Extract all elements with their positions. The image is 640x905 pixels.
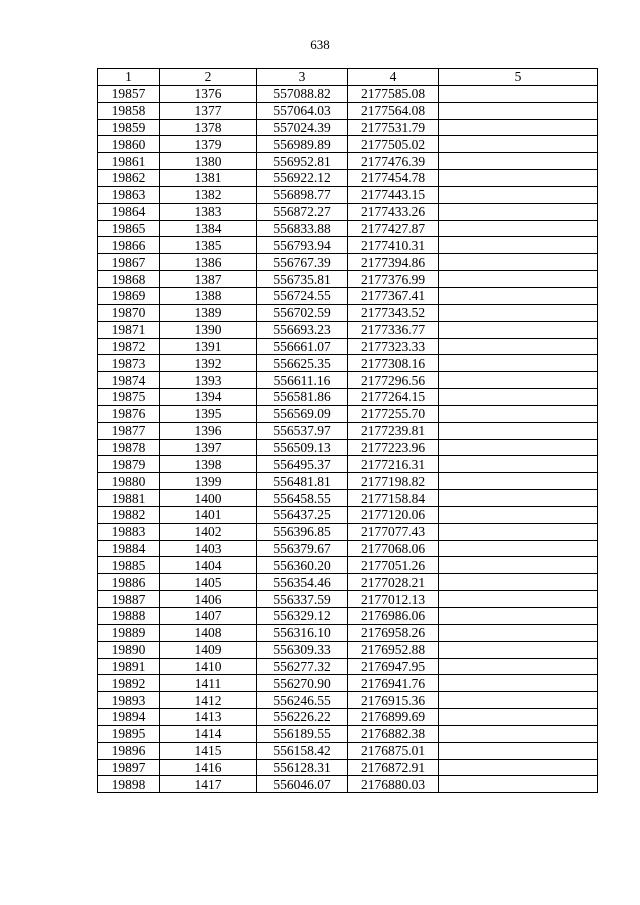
table-cell: 1386	[160, 254, 257, 271]
table-cell: 557024.39	[257, 119, 348, 136]
table-cell: 2177051.26	[348, 557, 439, 574]
table-cell: 1400	[160, 490, 257, 507]
table-cell: 19896	[98, 742, 160, 759]
table-row	[98, 523, 598, 540]
table-cell: 556537.97	[257, 422, 348, 439]
table-row	[98, 624, 598, 641]
table-cell: 556898.77	[257, 186, 348, 203]
table-cell: 19891	[98, 658, 160, 675]
table-cell	[439, 692, 598, 709]
table-cell	[439, 490, 598, 507]
table-row	[98, 254, 598, 271]
table-row	[98, 591, 598, 608]
table-cell: 1378	[160, 119, 257, 136]
table-row	[98, 692, 598, 709]
table-cell: 2177068.06	[348, 540, 439, 557]
table-cell: 19874	[98, 372, 160, 389]
table-cell: 2177028.21	[348, 574, 439, 591]
table-cell: 19898	[98, 776, 160, 793]
table-row	[98, 220, 598, 237]
table-cell: 556309.33	[257, 641, 348, 658]
table-cell: 2177394.86	[348, 254, 439, 271]
table-cell: 19859	[98, 119, 160, 136]
table-cell: 2176880.03	[348, 776, 439, 793]
table-cell: 19887	[98, 591, 160, 608]
table-row	[98, 321, 598, 338]
table-cell	[439, 759, 598, 776]
table-row	[98, 203, 598, 220]
table-cell: 19867	[98, 254, 160, 271]
table-cell: 556437.25	[257, 506, 348, 523]
table-cell: 2177564.08	[348, 102, 439, 119]
table-cell	[439, 624, 598, 641]
table-cell: 556189.55	[257, 725, 348, 742]
table-cell: 1382	[160, 186, 257, 203]
table-cell: 556702.59	[257, 304, 348, 321]
table-cell: 2176947.95	[348, 658, 439, 675]
table-row	[98, 759, 598, 776]
table-cell: 19890	[98, 641, 160, 658]
table-cell: 1376	[160, 85, 257, 102]
table-cell: 19861	[98, 153, 160, 170]
table-cell: 556952.81	[257, 153, 348, 170]
table-cell: 1416	[160, 759, 257, 776]
table-cell: 19875	[98, 389, 160, 406]
table-cell: 2177120.06	[348, 506, 439, 523]
table-row	[98, 473, 598, 490]
table-cell: 2177410.31	[348, 237, 439, 254]
table-row	[98, 574, 598, 591]
table-cell: 2177427.87	[348, 220, 439, 237]
table-cell: 1381	[160, 170, 257, 187]
table-row	[98, 490, 598, 507]
column-header: 5	[439, 69, 598, 86]
table-cell: 2177223.96	[348, 439, 439, 456]
table-cell: 556360.20	[257, 557, 348, 574]
table-cell	[439, 506, 598, 523]
table-cell: 1397	[160, 439, 257, 456]
table-row	[98, 136, 598, 153]
table-cell: 556569.09	[257, 405, 348, 422]
table-row	[98, 355, 598, 372]
table-cell: 1412	[160, 692, 257, 709]
table-cell: 1393	[160, 372, 257, 389]
table-cell: 556872.27	[257, 203, 348, 220]
table-cell: 1409	[160, 641, 257, 658]
table-cell: 19862	[98, 170, 160, 187]
table-row	[98, 540, 598, 557]
column-header: 1	[98, 69, 160, 86]
table-cell: 19889	[98, 624, 160, 641]
table-cell: 19865	[98, 220, 160, 237]
table-cell: 2176915.36	[348, 692, 439, 709]
table-cell: 2177264.15	[348, 389, 439, 406]
table-cell	[439, 389, 598, 406]
table-row	[98, 709, 598, 726]
table-row	[98, 557, 598, 574]
table-cell: 19897	[98, 759, 160, 776]
table-cell: 2177433.26	[348, 203, 439, 220]
table-cell	[439, 540, 598, 557]
table-cell: 2177343.52	[348, 304, 439, 321]
table-cell: 556724.55	[257, 287, 348, 304]
table-body	[98, 85, 598, 792]
table-row	[98, 287, 598, 304]
table-row	[98, 186, 598, 203]
table-row	[98, 119, 598, 136]
table-cell: 2176941.76	[348, 675, 439, 692]
table-cell	[439, 254, 598, 271]
table-cell: 2177323.33	[348, 338, 439, 355]
table-cell: 557064.03	[257, 102, 348, 119]
table-cell: 556246.55	[257, 692, 348, 709]
table-cell: 2176952.88	[348, 641, 439, 658]
table-cell: 2176899.69	[348, 709, 439, 726]
table-cell: 2177296.56	[348, 372, 439, 389]
table-cell: 1405	[160, 574, 257, 591]
table-row	[98, 102, 598, 119]
table-cell: 556316.10	[257, 624, 348, 641]
table-cell: 1407	[160, 608, 257, 625]
table-cell: 556922.12	[257, 170, 348, 187]
table-cell: 556046.07	[257, 776, 348, 793]
table-cell: 1404	[160, 557, 257, 574]
table-cell: 1399	[160, 473, 257, 490]
table-cell: 556128.31	[257, 759, 348, 776]
table-cell: 2177255.70	[348, 405, 439, 422]
table-cell	[439, 170, 598, 187]
table-cell: 19868	[98, 271, 160, 288]
table-cell: 556396.85	[257, 523, 348, 540]
table-cell: 1406	[160, 591, 257, 608]
table-cell: 19886	[98, 574, 160, 591]
table-cell: 556337.59	[257, 591, 348, 608]
table-cell	[439, 591, 598, 608]
table-cell: 2177531.79	[348, 119, 439, 136]
table-cell: 1383	[160, 203, 257, 220]
table-cell: 19858	[98, 102, 160, 119]
table-row	[98, 776, 598, 793]
table-row	[98, 271, 598, 288]
table-cell: 556481.81	[257, 473, 348, 490]
table-cell: 2177443.15	[348, 186, 439, 203]
table-cell: 1413	[160, 709, 257, 726]
table-cell	[439, 473, 598, 490]
table-cell	[439, 304, 598, 321]
table-cell	[439, 405, 598, 422]
table-cell: 2177216.31	[348, 456, 439, 473]
table-cell: 19863	[98, 186, 160, 203]
table-cell	[439, 338, 598, 355]
table-cell: 19878	[98, 439, 160, 456]
table-cell: 556833.88	[257, 220, 348, 237]
table-cell: 19882	[98, 506, 160, 523]
table-cell	[439, 136, 598, 153]
table-row	[98, 439, 598, 456]
table-row	[98, 658, 598, 675]
table-cell: 1417	[160, 776, 257, 793]
table-cell: 2177077.43	[348, 523, 439, 540]
table-cell	[439, 725, 598, 742]
table-cell: 1398	[160, 456, 257, 473]
table-cell: 2176875.01	[348, 742, 439, 759]
table-cell: 556625.35	[257, 355, 348, 372]
table-row	[98, 85, 598, 102]
table-cell: 556158.42	[257, 742, 348, 759]
table-cell: 556277.32	[257, 658, 348, 675]
table-cell	[439, 321, 598, 338]
table-cell: 1388	[160, 287, 257, 304]
table-cell: 2177012.13	[348, 591, 439, 608]
table-cell	[439, 237, 598, 254]
table-cell	[439, 186, 598, 203]
table-cell: 556793.94	[257, 237, 348, 254]
table-cell: 19860	[98, 136, 160, 153]
table-cell	[439, 557, 598, 574]
table-row	[98, 608, 598, 625]
table-cell: 2177505.02	[348, 136, 439, 153]
table-row	[98, 675, 598, 692]
table-row	[98, 372, 598, 389]
table-cell: 556226.22	[257, 709, 348, 726]
table-row	[98, 153, 598, 170]
table-cell: 556989.89	[257, 136, 348, 153]
table-cell: 556379.67	[257, 540, 348, 557]
table-cell: 556767.39	[257, 254, 348, 271]
table-cell: 556509.13	[257, 439, 348, 456]
table-cell: 19877	[98, 422, 160, 439]
table-row	[98, 405, 598, 422]
table-cell	[439, 119, 598, 136]
table-cell: 19894	[98, 709, 160, 726]
table-cell	[439, 85, 598, 102]
table-cell: 1389	[160, 304, 257, 321]
table-cell	[439, 742, 598, 759]
table-cell	[439, 776, 598, 793]
table-cell: 556693.23	[257, 321, 348, 338]
table-row	[98, 389, 598, 406]
table-cell	[439, 574, 598, 591]
table-cell	[439, 523, 598, 540]
column-header: 3	[257, 69, 348, 86]
table-cell: 2176958.26	[348, 624, 439, 641]
table-cell: 1379	[160, 136, 257, 153]
table-cell: 2177585.08	[348, 85, 439, 102]
table-cell: 1396	[160, 422, 257, 439]
table-cell	[439, 203, 598, 220]
table-cell: 19866	[98, 237, 160, 254]
column-header: 2	[160, 69, 257, 86]
table-cell: 19873	[98, 355, 160, 372]
table-cell	[439, 658, 598, 675]
table-cell: 557088.82	[257, 85, 348, 102]
table-cell	[439, 709, 598, 726]
table-cell: 556354.46	[257, 574, 348, 591]
table-row	[98, 506, 598, 523]
table-cell: 2177308.16	[348, 355, 439, 372]
table-row	[98, 641, 598, 658]
table-row	[98, 338, 598, 355]
table-cell: 556735.81	[257, 271, 348, 288]
table-cell	[439, 422, 598, 439]
table-row	[98, 170, 598, 187]
table-cell	[439, 271, 598, 288]
table-row	[98, 237, 598, 254]
table-cell: 2177239.81	[348, 422, 439, 439]
table-cell	[439, 439, 598, 456]
table-header-row	[98, 69, 598, 86]
table-cell: 19884	[98, 540, 160, 557]
table-cell: 556661.07	[257, 338, 348, 355]
table-cell: 2177476.39	[348, 153, 439, 170]
table-cell	[439, 675, 598, 692]
table-cell: 556581.86	[257, 389, 348, 406]
table-cell: 19876	[98, 405, 160, 422]
table-cell: 1391	[160, 338, 257, 355]
table-cell: 1415	[160, 742, 257, 759]
table-cell: 556611.16	[257, 372, 348, 389]
column-header: 4	[348, 69, 439, 86]
table-cell: 19880	[98, 473, 160, 490]
table-cell	[439, 220, 598, 237]
table-cell: 19857	[98, 85, 160, 102]
table-cell: 19885	[98, 557, 160, 574]
table-cell: 1380	[160, 153, 257, 170]
table-cell: 2177454.78	[348, 170, 439, 187]
coordinates-table	[97, 68, 598, 793]
table-cell: 19892	[98, 675, 160, 692]
table-cell: 2177367.41	[348, 287, 439, 304]
table-cell: 19870	[98, 304, 160, 321]
table-cell: 1402	[160, 523, 257, 540]
table-cell: 2176882.38	[348, 725, 439, 742]
table-cell	[439, 372, 598, 389]
table-cell: 2177376.99	[348, 271, 439, 288]
table-cell: 19864	[98, 203, 160, 220]
table-cell	[439, 102, 598, 119]
table-cell: 556495.37	[257, 456, 348, 473]
table-cell: 19872	[98, 338, 160, 355]
table-cell: 1401	[160, 506, 257, 523]
table-cell: 1390	[160, 321, 257, 338]
table-cell: 2177336.77	[348, 321, 439, 338]
table-cell: 2177158.84	[348, 490, 439, 507]
table-cell: 2177198.82	[348, 473, 439, 490]
table-cell: 19893	[98, 692, 160, 709]
table-cell: 1395	[160, 405, 257, 422]
table-cell	[439, 608, 598, 625]
table-cell: 1384	[160, 220, 257, 237]
table-cell: 19871	[98, 321, 160, 338]
table-cell: 19869	[98, 287, 160, 304]
table-cell	[439, 641, 598, 658]
table-cell: 19883	[98, 523, 160, 540]
table-cell: 19888	[98, 608, 160, 625]
table-cell: 1394	[160, 389, 257, 406]
table-cell: 19895	[98, 725, 160, 742]
table-cell: 19881	[98, 490, 160, 507]
table-row	[98, 456, 598, 473]
table-cell: 1411	[160, 675, 257, 692]
table-cell: 1387	[160, 271, 257, 288]
table-cell: 556458.55	[257, 490, 348, 507]
table-cell: 1403	[160, 540, 257, 557]
table-cell	[439, 456, 598, 473]
table-cell: 556270.90	[257, 675, 348, 692]
table-cell: 2176872.91	[348, 759, 439, 776]
table-cell: 556329.12	[257, 608, 348, 625]
table-cell: 1408	[160, 624, 257, 641]
table-cell	[439, 153, 598, 170]
table-cell	[439, 287, 598, 304]
page-number: 638	[310, 37, 330, 52]
table-cell	[439, 355, 598, 372]
table-cell: 1385	[160, 237, 257, 254]
table-row	[98, 725, 598, 742]
table-row	[98, 742, 598, 759]
table-cell: 1414	[160, 725, 257, 742]
table-cell: 19879	[98, 456, 160, 473]
table-cell: 2176986.06	[348, 608, 439, 625]
table-cell: 1410	[160, 658, 257, 675]
table-cell: 1392	[160, 355, 257, 372]
table-row	[98, 422, 598, 439]
table-row	[98, 304, 598, 321]
table-cell: 1377	[160, 102, 257, 119]
